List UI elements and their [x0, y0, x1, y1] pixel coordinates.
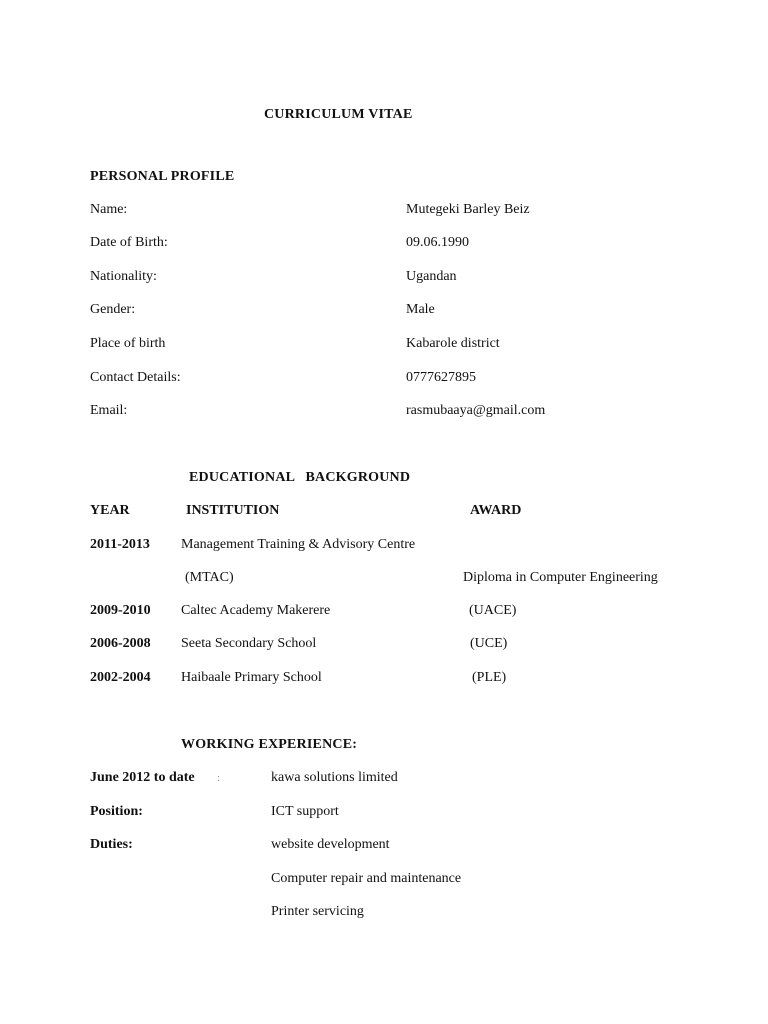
position-label: Position:	[90, 804, 143, 819]
duty-item: Computer repair and maintenance	[271, 871, 462, 886]
education-row-year: 2002-2004	[90, 670, 151, 685]
education-row-year: 2011-2013	[90, 537, 150, 552]
year-column-header: YEAR	[90, 503, 130, 518]
education-row-award: (PLE)	[472, 670, 507, 685]
period-label: June 2012 to date	[90, 770, 195, 785]
place-of-birth-value: Kabarole district	[406, 336, 500, 351]
duties-label: Duties:	[90, 837, 133, 852]
position-value: ICT support	[271, 804, 339, 819]
name-label: Name:	[90, 202, 128, 217]
document-title: CURRICULUM VITAE	[264, 107, 413, 122]
gender-label: Gender:	[90, 302, 136, 317]
dob-label: Date of Birth:	[90, 235, 168, 250]
education-row-year: 2009-2010	[90, 603, 151, 618]
name-value: Mutegeki Barley Beiz	[406, 202, 530, 217]
nationality-label: Nationality:	[90, 269, 157, 284]
education-row-institution: Haibaale Primary School	[181, 670, 322, 685]
place-of-birth-label: Place of birth	[90, 336, 166, 351]
contact-label: Contact Details:	[90, 370, 181, 385]
email-value: rasmubaaya@gmail.com	[406, 403, 546, 418]
education-row-year: 2006-2008	[90, 636, 151, 651]
education-heading: EDUCATIONAL BACKGROUND	[189, 470, 411, 485]
education-row-institution: (MTAC)	[185, 570, 234, 585]
period-separator: :	[217, 772, 221, 784]
duty-item: Printer servicing	[271, 904, 364, 919]
education-row-institution: Caltec Academy Makerere	[181, 603, 331, 618]
institution-column-header: INSTITUTION	[186, 503, 280, 518]
education-row-award: (UCE)	[470, 636, 508, 651]
experience-heading: WORKING EXPERIENCE:	[181, 737, 358, 752]
gender-value: Male	[406, 302, 435, 317]
dob-value: 09.06.1990	[406, 235, 469, 250]
education-row-institution: Management Training & Advisory Centre	[181, 537, 416, 552]
personal-profile-heading: PERSONAL PROFILE	[90, 169, 235, 184]
duty-item: website development	[271, 837, 390, 852]
education-row-award: (UACE)	[469, 603, 517, 618]
nationality-value: Ugandan	[406, 269, 457, 284]
education-row-institution: Seeta Secondary School	[181, 636, 317, 651]
company-value: kawa solutions limited	[271, 770, 398, 785]
award-column-header: AWARD	[470, 503, 522, 518]
contact-value: 0777627895	[406, 370, 476, 385]
email-label: Email:	[90, 403, 128, 418]
education-row-award: Diploma in Computer Engineering	[463, 570, 658, 585]
